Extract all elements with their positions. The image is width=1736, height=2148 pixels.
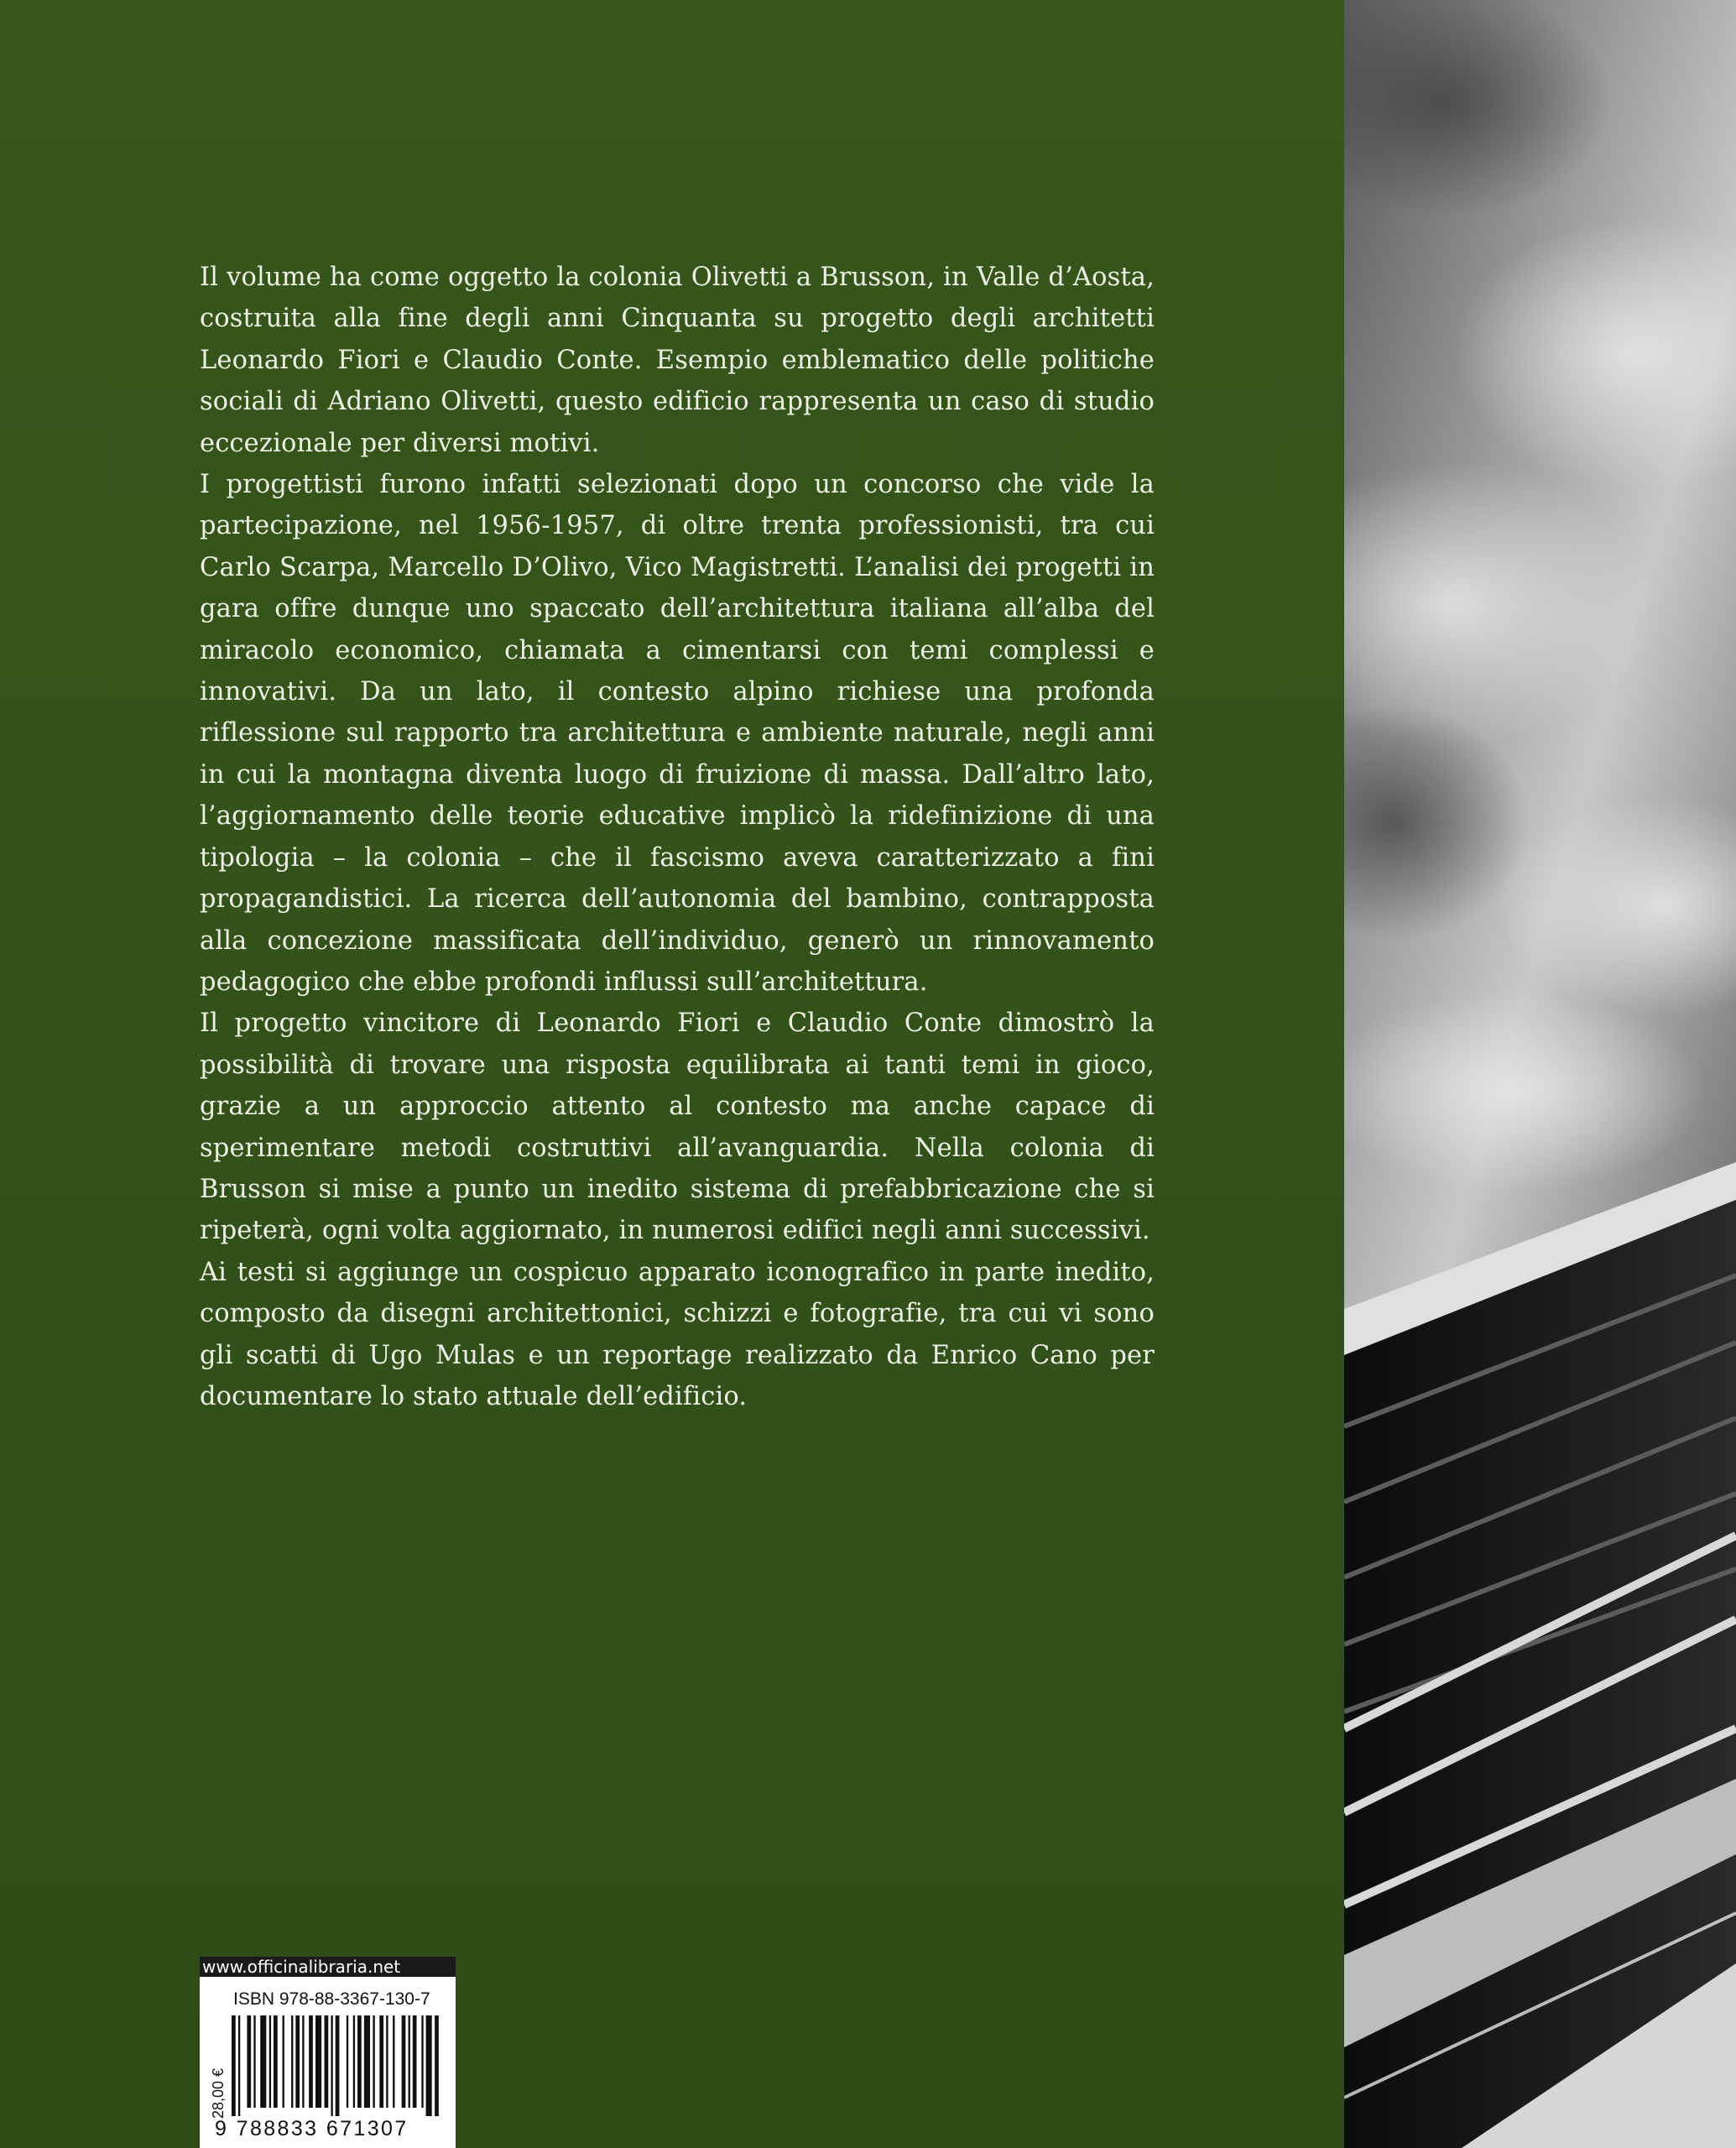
publisher-website: www.officinalibraria.net	[200, 1957, 456, 1977]
barcode-bar	[421, 2015, 423, 2108]
back-cover-blurb	[200, 257, 1155, 1417]
building-photo	[1344, 0, 1736, 2148]
barcode-bar	[393, 2015, 394, 2108]
barcode-bar	[336, 2015, 340, 2116]
isbn-number: ISBN 978-88-3367-130-7	[233, 1989, 430, 2009]
ean-digits: 9 788833 671307	[215, 2117, 409, 2140]
barcode-bar	[426, 2015, 432, 2116]
barcode-bar	[373, 2015, 374, 2108]
blurb-paragraph: Il progetto vincitore di Leonardo Fiori e Claudio Conte dimostrò la possibilità di trovare una risposta equilibrata ai tanti temi in gioco, grazie a un approccio attento al contesto ma anche capace di sperimentare metodi costruttivi all’avanguardia. Nella colonia di Brusson si mise a punto un inedito sistema di prefabbricazione che si ripeterà, ogni volta aggiornato, in numerosi edifici negli anni successivi.	[200, 1009, 1155, 1246]
barcode-bar	[269, 2015, 271, 2108]
barcode-bar	[309, 2015, 313, 2108]
blurb-paragraph: I progettisti furono infatti selezionati dopo un concorso che vide la partecipazione, nel 1956-1957, di oltre trenta professionisti, tra cui Carlo Scarpa, Marcello D’Olivo, Vico Magistretti. L’analisi dei progetti in gara offre dunque uno spaccato dell’architettura italiana all’alba del miracolo economico, chiamata a cimentarsi con temi complessi e innovativi. Da un lato, il contesto alpino richiese una profonda riflessione sul rapporto tra architettura e ambiente naturale, negli anni in cui la montagna diventa luogo di fruizione di massa. Dall’altro lato, l’aggiornamento delle teorie educative implicò la ridefinizione di una tipologia – la colonia – che il fascismo aveva caratterizzato a fini propagandistici. La ricerca dell’autonomia del bambino, contrapposta alla concezione massificata dell’individuo, generò un rinnovamento pedagogico che ebbe profondi influssi sull’architettura.	[200, 470, 1155, 997]
barcode-bar	[274, 2015, 278, 2108]
barcode-bar	[253, 2015, 255, 2108]
barcode-bar	[331, 2015, 332, 2116]
blurb-paragraph: Ai testi si aggiunge un cospicuo apparato iconografico in parte inedito, composto da disegni architettonici, schizzi e fotografie, tra cui vi sono gli scatti di Ugo Mulas e un reportage realizzato da Enrico Cano per documentare lo stato attuale dell’edificio.	[200, 1257, 1155, 1411]
barcode-bar	[402, 2015, 406, 2108]
barcode-bar	[291, 2015, 293, 2108]
barcode-bar	[260, 2015, 266, 2108]
barcode-bar	[247, 2015, 251, 2108]
barcode-bar	[409, 2015, 410, 2108]
barcode-bar	[302, 2015, 304, 2108]
barcode-bar	[386, 2015, 388, 2108]
barcode-bar	[295, 2015, 300, 2108]
barcode-bar	[315, 2015, 321, 2108]
barcode-bar	[379, 2015, 383, 2108]
price-label: 28,00 €	[210, 2067, 227, 2119]
ean-barcode	[232, 2015, 441, 2116]
barcode-bar	[347, 2015, 348, 2108]
barcode-bar	[353, 2015, 355, 2108]
barcode-bar	[238, 2015, 240, 2116]
barcode-bar	[325, 2015, 329, 2108]
barcode-bar	[283, 2015, 284, 2108]
cover-photo-strip	[1344, 0, 1736, 2148]
barcode-bar	[232, 2015, 236, 2116]
blurb-paragraph: Il volume ha come oggetto la colonia Olivetti a Brusson, in Valle d’Aosta, costruita alla fine degli anni Cinquanta su progetto degli architetti Leonardo Fiori e Claudio Conte. Esempio emblematico delle politiche sociali di Adriano Olivetti, questo edificio rappresenta un caso di studio eccezionale per diversi motivi.	[200, 263, 1155, 458]
barcode-bar	[364, 2015, 370, 2108]
barcode-bar	[413, 2015, 417, 2108]
barcode-bar	[357, 2015, 362, 2108]
barcode-bar	[435, 2015, 439, 2116]
